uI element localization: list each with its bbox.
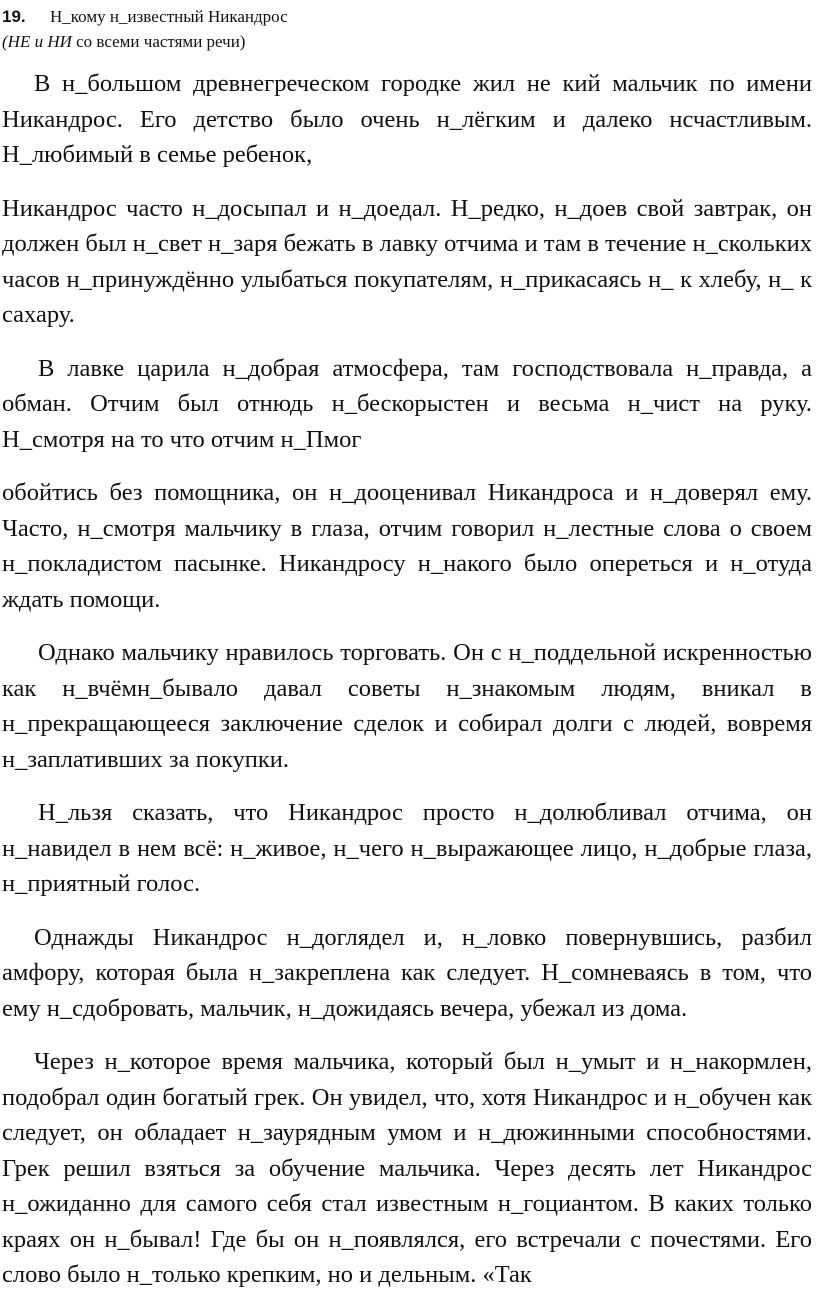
task-subtitle-rest: со всеми частями речи) xyxy=(71,32,246,51)
paragraph-2: Никандрос часто н_досыпал и н_доедал. Н_редко, н_доев свой завтрак, он должен был н_свет н_заря бежать в лавку отчима и там в течение н_скольких часов н_принуждённо улыбаться покупателям, н_прикасаясь н_ к хлебу, н_ к сахару. xyxy=(2,194,812,328)
task-title-line xyxy=(2,4,802,29)
task-title: Н_кому н_известный Никандрос xyxy=(50,7,288,26)
paragraph-8: Через н_которое время мальчика, который был н_умыт и н_накормлен, подобрал один богатый грек. Он увидел, что, хотя Никандрос и н_обучен как следует, он обладает н_заурядным умом и н_дюжинными способностями. Грек решил взяться за обучение мальчика. Через десять лет Никандрос н_ожиданно для самого себя стал известным н_гоциантом. В каких только краях он н_бывал! Где бы он н_появлялся, его встречали с почестями. Его слово было н_только крепким, но и дельным. «Так xyxy=(2,1048,812,1288)
paragraph-3: В лавке царила н_добрая атмосфера, там господствовала н_правда, а обман. Отчим был отнюдь н_бескорыстен и весьма н_чист на руку. Н_смотря на то что отчим н_Пмог xyxy=(2,354,812,453)
task-subtitle-line xyxy=(2,29,802,54)
task-header xyxy=(2,4,802,54)
task-subtitle-italic: (НЕ и НИ xyxy=(2,32,72,51)
paragraph-5: Однако мальчику нравилось торговать. Он с н_поддельной искренностью как н_вчёмн_бывало давал советы н_знакомым людям, вникал в н_прекращающееся заключение сделок и собирал долги с людей, вовремя н_заплативших за покупки. xyxy=(2,639,812,773)
paragraph-1: В н_большом древнегреческом городке жил не кий мальчик по имени Никандрос. Его детство было очень н_лёгким и далеко нсчастливым. Н_любимый в семье ребенок, xyxy=(2,70,812,168)
paragraph-6: Н_льзя сказать, что Никандрос просто н_долюбливал отчима, он н_навидел в нем всё: н_живое, н_чего н_выражающее лицо, н_добрые глаза, н_приятный голос. xyxy=(2,799,812,897)
task-number: 19. xyxy=(2,7,26,26)
paragraph-7: Однажды Никандрос н_доглядел и, н_ловко повернувшись, разбил амфору, которая была н_закреплена как следует. Н_сомневаясь в том, что ему н_сдобровать, мальчик, н_дожидаясь вечера, убежал из дома. xyxy=(2,923,812,1022)
paragraph-4: обойтись без помощника, он н_дооценивал Никандроса и н_доверял ему. Часто, н_смотря мальчику в глаза, отчим говорил н_лестные слова о своем н_покладистом пасынке. Никандросу н_накого было опереться и н_отуда ждать помощи. xyxy=(2,479,812,613)
exercise-text xyxy=(2,66,812,1293)
